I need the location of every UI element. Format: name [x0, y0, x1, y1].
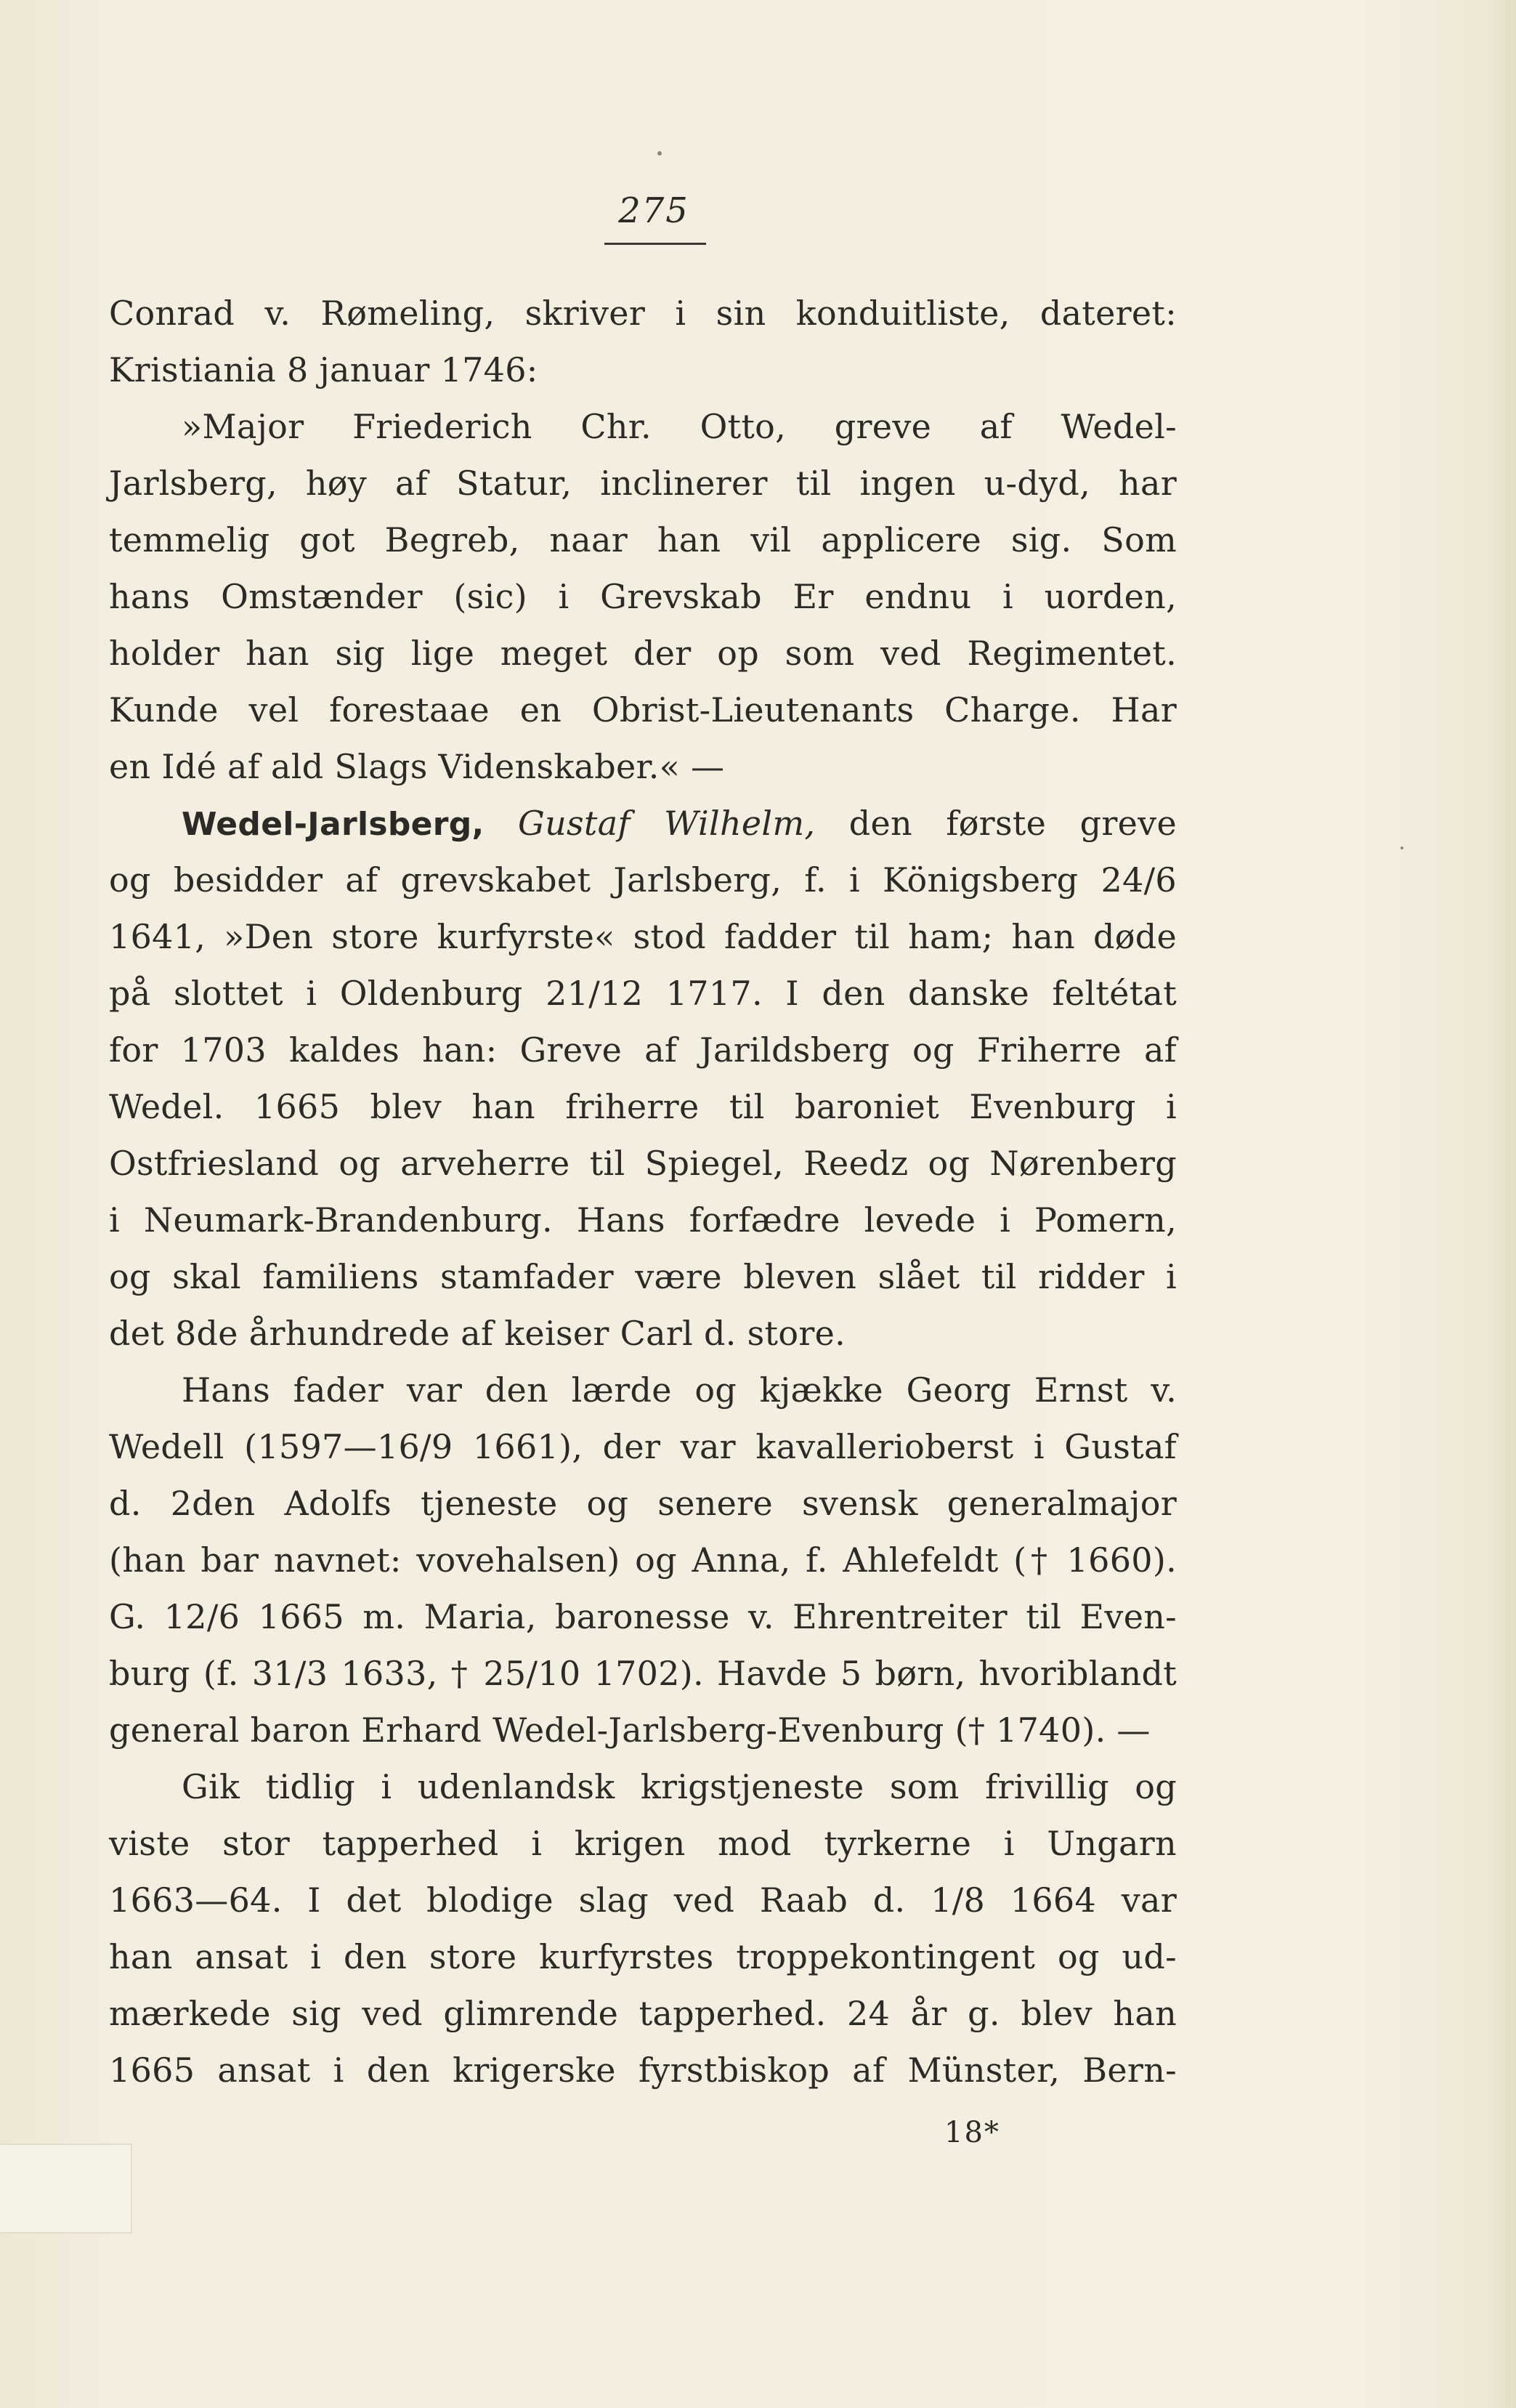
- printer-signature: 18*: [944, 2116, 1000, 2149]
- text-line: [109, 625, 1177, 682]
- page-edge-shadow: [1487, 0, 1516, 2408]
- line-text: (han bar navnet: vovehalsen) og Anna, f. Ahlefeldt († 1660).: [109, 1540, 1177, 1580]
- text-line: [109, 795, 1177, 852]
- line-text: temmelig got Begreb, naar han vil applicere sig. Som: [109, 520, 1177, 559]
- entry-text: den første greve: [848, 804, 1177, 843]
- line-text: Wedell (1597—16/9 1661), der var kavallerioberst i Gustaf: [109, 1427, 1177, 1466]
- line-text: 1663—64. I det blodige slag ved Raab d. 1/8 1664 var: [109, 1880, 1177, 1920]
- entry-headword: Wedel-Jarlsberg,: [182, 806, 485, 843]
- line-text: og skal familiens stamfader være bleven slået til ridder i: [109, 1257, 1177, 1296]
- line-text: general baron Erhard Wedel-Jarlsberg-Evenburg († 1740). —: [109, 1710, 1151, 1750]
- line-text: burg (f. 31/3 1633, † 25/10 1702). Havde 5 børn, hvoriblandt: [109, 1654, 1177, 1693]
- text-line: [109, 398, 1177, 455]
- line-text: »Major Friederich Chr. Otto, greve af Wedel-: [182, 407, 1177, 446]
- text-line: [109, 1872, 1177, 1928]
- text-line: [109, 738, 1177, 795]
- line-text: hans Omstænder (sic) i Grevskab Er endnu i uorden,: [109, 577, 1177, 616]
- line-text: og besidder af grevskabet Jarlsberg, f. i Königsberg 24/6: [109, 860, 1177, 900]
- text-line: [109, 908, 1177, 965]
- text-line: [109, 1588, 1177, 1645]
- line-text: i Neumark-Brandenburg. Hans forfædre levede i Pomern,: [109, 1200, 1177, 1240]
- page-corner-patch: [0, 2144, 132, 2234]
- text-line: [109, 1078, 1177, 1135]
- text-line: [109, 1532, 1177, 1588]
- text-line: [109, 1248, 1177, 1305]
- line-text: 1641, »Den store kurfyrste« stod fadder til ham; han døde: [109, 917, 1177, 956]
- line-text: Wedel. 1665 blev han friherre til baroniet Evenburg i: [109, 1087, 1177, 1126]
- text-line: [109, 1022, 1177, 1078]
- line-text: G. 12/6 1665 m. Maria, baronesse v. Ehrentreiter til Even-: [109, 1597, 1177, 1636]
- line-text: det 8de århundrede af keiser Carl d. store.: [109, 1314, 846, 1353]
- text-line: [109, 342, 1177, 398]
- entry-given-names: Gustaf Wilhelm,: [518, 804, 816, 843]
- paper-speck: [1401, 847, 1403, 849]
- text-line: [109, 682, 1177, 738]
- page-number-rule: [604, 243, 706, 245]
- line-text: Kristiania 8 januar 1746:: [109, 350, 538, 389]
- text-line: [109, 1702, 1177, 1758]
- text-line: [109, 2042, 1177, 2098]
- line-text: d. 2den Adolfs tjeneste og senere svensk generalmajor: [109, 1484, 1177, 1523]
- text-line: [109, 1985, 1177, 2042]
- line-text: mærkede sig ved glimrende tapperhed. 24 år g. blev han: [109, 1994, 1177, 2033]
- line-text: Kunde vel forestaae en Obrist-Lieutenants Charge. Har: [109, 690, 1177, 730]
- text-line: [109, 1815, 1177, 1872]
- text-line: [109, 1475, 1177, 1532]
- line-text: holder han sig lige meget der op som ved Regimentet.: [109, 634, 1177, 673]
- text-line: [109, 1305, 1177, 1362]
- line-text: på slottet i Oldenburg 21/12 1717. I den danske feltétat: [109, 974, 1177, 1013]
- line-text: for 1703 kaldes han: Greve af Jarildsberg og Friherre af: [109, 1030, 1177, 1070]
- line-text: Conrad v. Rømeling, skriver i sin konduitliste, dateret:: [109, 294, 1177, 333]
- text-line: [109, 285, 1177, 342]
- text-line: [109, 568, 1177, 625]
- line-text: han ansat i den store kurfyrstes troppekontingent og ud-: [109, 1937, 1177, 1976]
- body-text: [109, 285, 1177, 2098]
- text-line: [109, 1192, 1177, 1248]
- line-text: Jarlsberg, høy af Statur, inclinerer til ingen u-dyd, har: [109, 464, 1177, 503]
- paper-speck: [657, 151, 662, 155]
- text-line: [109, 1418, 1177, 1475]
- line-text: Ostfriesland og arveherre til Spiegel, Reedz og Nørenberg: [109, 1144, 1177, 1183]
- text-line: [109, 1645, 1177, 1702]
- text-line: [109, 965, 1177, 1022]
- line-text: 1665 ansat i den krigerske fyrstbiskop af Münster, Bern-: [109, 2051, 1177, 2090]
- text-line: [109, 1362, 1177, 1418]
- line-text: viste stor tapperhed i krigen mod tyrkerne i Ungarn: [109, 1824, 1177, 1863]
- text-line: [109, 1928, 1177, 1985]
- text-line: [109, 455, 1177, 512]
- line-text: en Idé af ald Slags Videnskaber.« —: [109, 747, 725, 786]
- text-line: [109, 852, 1177, 908]
- text-line: [109, 1135, 1177, 1192]
- text-line: [109, 512, 1177, 568]
- text-line: [109, 1758, 1177, 1815]
- line-text: Gik tidlig i udenlandsk krigstjeneste som frivillig og: [182, 1767, 1177, 1806]
- line-text: Hans fader var den lærde og kjække Georg Ernst v.: [182, 1370, 1177, 1410]
- page-number: 275: [618, 190, 689, 231]
